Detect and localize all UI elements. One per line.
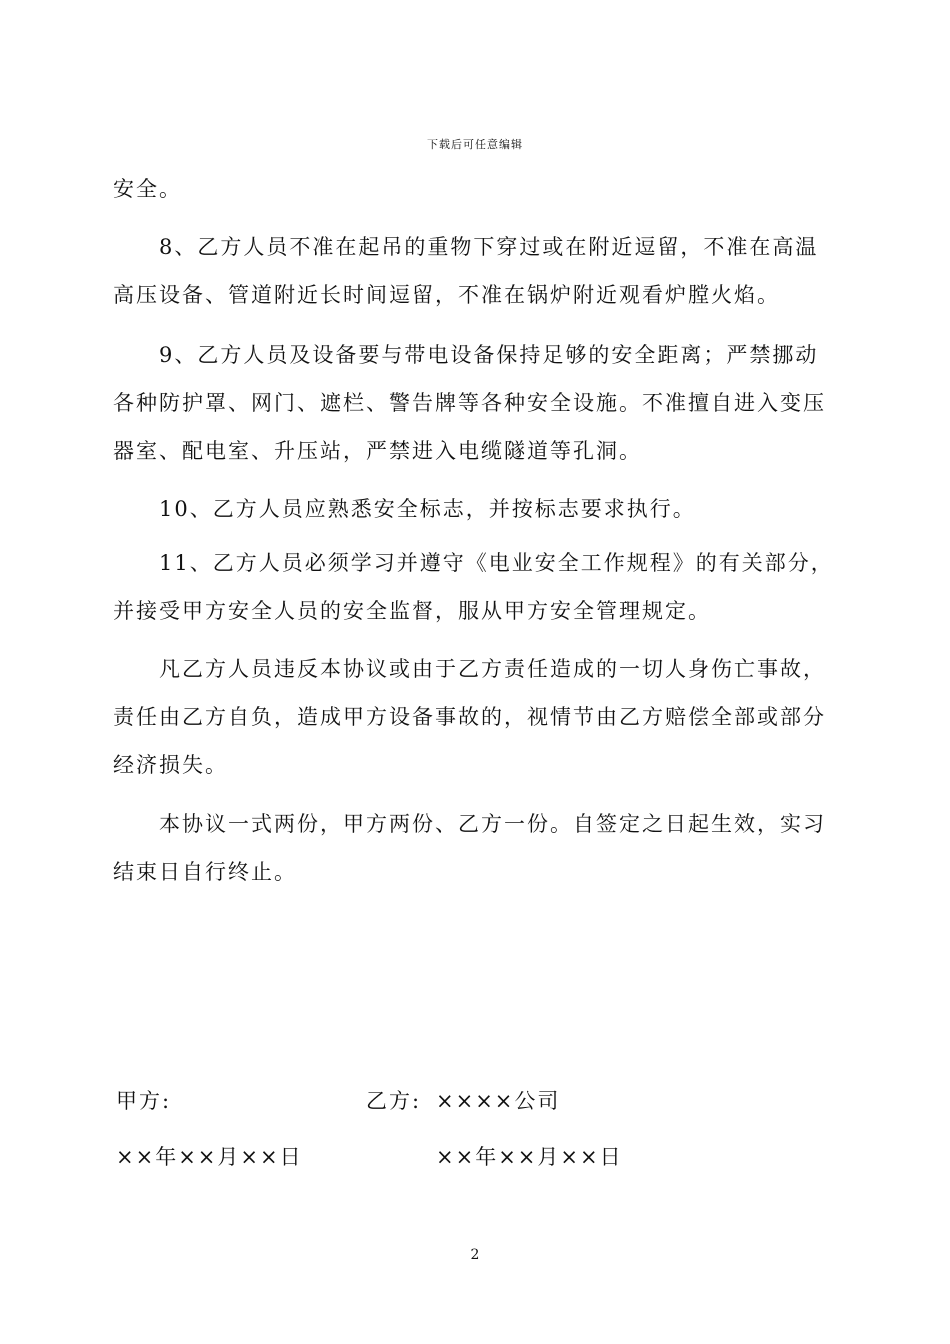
clause-10: 10、乙方人员应熟悉安全标志，并按标志要求执行。 <box>159 497 696 521</box>
clause-9: 9、乙方人员及设备要与带电设备保持足够的安全距离；严禁挪动各种防护罩、网门、遮栏、警告牌等各种安全设施。不准擅自进入变压器室、配电室、升压站，严禁进入电缆隧道等孔洞。 <box>113 343 826 463</box>
page-header: 下载后可任意编辑 <box>427 138 523 151</box>
party-a-date: ××年××月××日 <box>116 1145 303 1169</box>
party-b-date: ××年××月××日 <box>436 1145 623 1169</box>
party-b-name: ××××公司 <box>436 1089 561 1113</box>
page-number: 2 <box>470 1247 480 1263</box>
clause-11: 11、乙方人员必须学习并遵守《电业安全工作规程》的有关部分，并接受甲方安全人员的安全监督，服从甲方安全管理规定。 <box>113 551 834 623</box>
paragraph-continuation: 安全。 <box>113 177 182 201</box>
party-b-label: 乙方: <box>366 1089 422 1113</box>
clause-8: 8、乙方人员不准在起吊的重物下穿过或在附近逗留，不准在高温高压设备、管道附近长时间逗留，不准在锅炉附近观看炉膛火焰。 <box>113 235 819 307</box>
party-a-label: 甲方: <box>116 1089 172 1113</box>
validity-paragraph: 本协议一式两份，甲方两份、乙方一份。自签定之日起生效，实习结束日自行终止。 <box>113 812 826 884</box>
liability-paragraph: 凡乙方人员违反本协议或由于乙方责任造成的一切人身伤亡事故，责任由乙方自负，造成甲方设备事故的，视情节由乙方赔偿全部或部分经济损失。 <box>113 657 826 777</box>
